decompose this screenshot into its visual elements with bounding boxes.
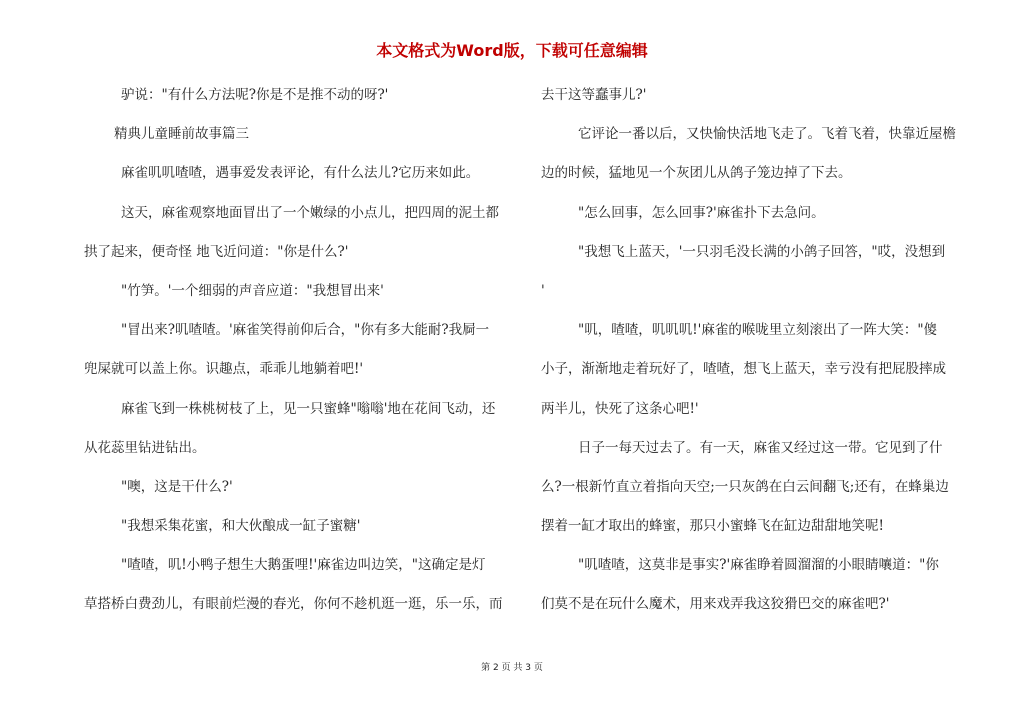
text-line: 边的时候，猛地见一个灰团儿从鸽子笼边掉了下去。 — [541, 165, 852, 182]
text-line: 去干这等蠢事儿?' — [541, 87, 647, 103]
text-line: 驴说："有什么方法呢?你是不是推不动的呀?' — [121, 87, 389, 103]
text-line: 这天，麻雀观察地面冒出了一个嫩绿的小点儿，把四周的泥土都 — [121, 204, 499, 221]
text-line: 麻雀飞到一株桃树枝了上，见一只蜜蜂"嗡嗡'地在花间飞动，还 — [121, 400, 496, 417]
page-number-footer: 第 2 页 共 3 页 — [481, 663, 543, 673]
text-line: "怎么回事，怎么回事?'麻雀扑下去急问。 — [578, 204, 825, 221]
left-text-column — [84, 76, 504, 625]
text-line: "我想飞上蓝天，'一只羽毛没长满的小鸽子回答，"哎，没想到 — [578, 243, 946, 260]
text-line: 精典儿童睡前故事篇三 — [114, 126, 249, 143]
text-line: "叽喳喳，这莫非是事实?'麻雀睁着圆溜溜的小眼睛嚷道："你 — [578, 557, 939, 574]
text-line: ' — [541, 282, 545, 299]
text-line: "竹笋。'一个细弱的声音应道："我想冒出来' — [121, 282, 384, 299]
text-line: "喳喳，叽!小鸭子想生大鹅蛋哩!'麻雀边叫边笑，"这确定是灯 — [121, 557, 486, 574]
text-line: 草搭桥白费劲儿，有眼前烂漫的春光，你何不趁机逛一逛，乐一乐，而 — [84, 596, 503, 613]
text-line: 日子一每天过去了。有一天，麻雀又经过这一带。它见到了什 — [578, 439, 943, 456]
text-line: "叽，喳喳，叽叽叽!'麻雀的喉咙里立刻滚出了一阵大笑："傻 — [578, 322, 938, 339]
text-line: 们莫不是在玩什么魔术，用来戏弄我这狡猾巴交的麻雀吧?' — [541, 596, 890, 613]
text-line: "噢，这是干什么?' — [121, 478, 233, 495]
text-line: 麻雀叽叽喳喳，遇事爱发表评论，有什么法儿?它历来如此。 — [121, 165, 480, 182]
text-line: "我想采集花蜜，和大伙酿成一缸子蜜糖' — [121, 518, 361, 535]
text-line: 拱了起来，便奇怪 地飞近问道："你是什么?' — [84, 243, 349, 260]
text-line: 它评论一番以后，又快愉快活地飞走了。飞着飞着，快靠近屋檐 — [578, 126, 956, 143]
text-line: 小子，渐渐地走着玩好了，喳喳，想飞上蓝天，幸亏没有把屁股摔成 — [541, 361, 946, 378]
right-text-column — [541, 76, 959, 625]
text-line: 两半儿，快死了这条心吧!' — [541, 400, 699, 417]
document-header-title: 本文格式为Word版，下载可任意编辑 — [376, 41, 648, 60]
text-line: 从花蕊里钻进钻出。 — [84, 439, 206, 456]
text-line: 么?一根新竹直立着指向天空;一只灰鸽在白云间翻飞;还有，在蜂巢边 — [541, 478, 949, 495]
text-line: 兜屎就可以盖上你。识趣点，乖乖儿地躺着吧!' — [84, 361, 364, 378]
text-line: 摆着一缸才取出的蜂蜜，那只小蜜蜂飞在缸边甜甜地笑呢! — [541, 518, 884, 535]
text-line: "冒出来?叽喳喳。'麻雀笑得前仰后合，"你有多大能耐?我屙一 — [121, 322, 490, 339]
